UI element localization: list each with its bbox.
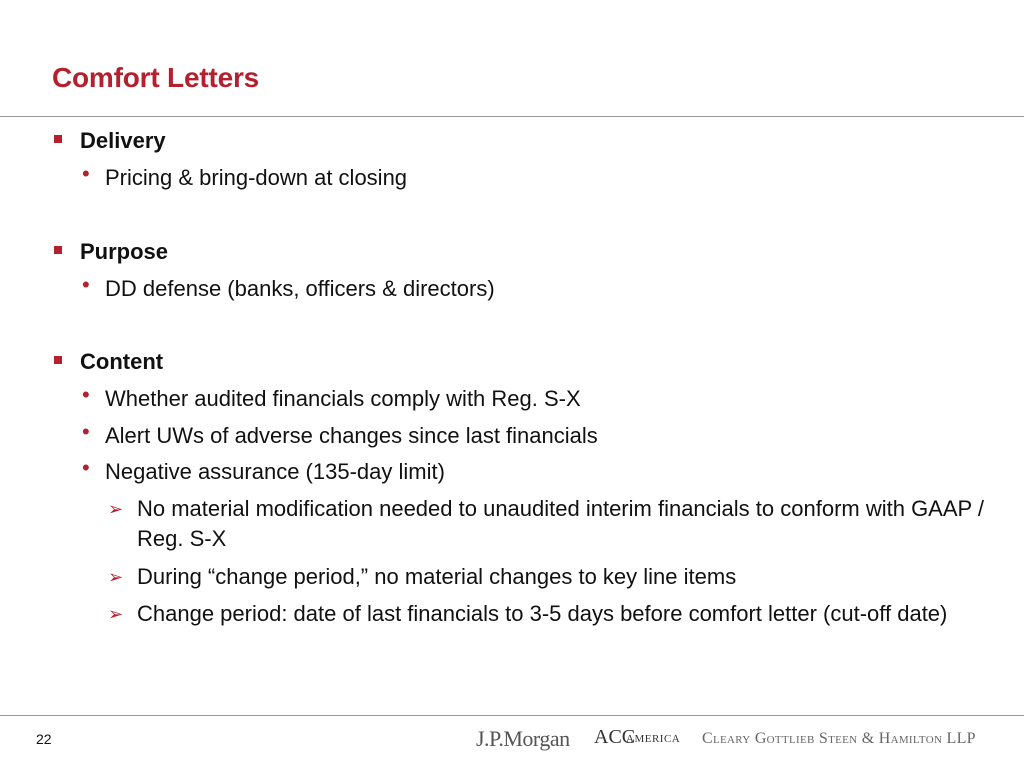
bullet-item-text: Pricing & bring-down at closing: [105, 165, 408, 190]
dot-bullet-icon: •: [82, 455, 90, 480]
bullet-item: [82, 455, 445, 485]
bullet-item-text: Alert UWs of adverse changes since last financials: [105, 423, 598, 448]
slide-title: Comfort Letters: [52, 62, 260, 93]
square-bullet-icon: [54, 135, 62, 143]
acc-logo-mark: ACC: [594, 726, 636, 748]
bullet-item: [82, 419, 598, 449]
jpmorgan-logo: J.P.Morgan: [476, 726, 570, 751]
square-bullet-icon: [54, 246, 62, 254]
sub-bullet-text: During “change period,” no material changes to key line items: [137, 564, 737, 589]
bullet-heading-label: Content: [80, 349, 164, 374]
bullet-heading-label: Delivery: [80, 128, 166, 153]
bullet-item: [82, 161, 408, 191]
bullet-heading-delivery: [80, 128, 166, 154]
dot-bullet-icon: •: [82, 419, 90, 444]
page-number: 22: [36, 731, 52, 747]
cleary-gottlieb-logo: Cleary Gottlieb Steen & Hamilton LLP: [702, 730, 976, 747]
dot-bullet-icon: •: [82, 161, 90, 186]
bullet-item: [82, 272, 495, 302]
bullet-heading-content: [80, 349, 163, 375]
square-bullet-icon: [54, 356, 62, 364]
bullet-heading-purpose: [80, 239, 168, 265]
sub-bullet-text: No material modification needed to unaudited interim financials to conform with GAAP / Reg. S-X: [137, 496, 985, 551]
sub-bullet-text: Change period: date of last financials to 3-5 days before comfort letter (cut-off date): [137, 601, 948, 626]
bullet-item-text: Negative assurance (135-day limit): [105, 459, 445, 484]
bullet-item-text: DD defense (banks, officers & directors): [105, 276, 495, 301]
bullet-item: [82, 382, 581, 412]
dot-bullet-icon: •: [82, 272, 90, 297]
acc-america-logo: [594, 722, 694, 762]
sub-bullet-item: [108, 562, 997, 592]
sub-bullet-item: [108, 599, 997, 629]
arrow-bullet-icon: ➢: [108, 567, 124, 587]
arrow-bullet-icon: ➢: [108, 499, 124, 519]
footer-divider: [0, 715, 1024, 716]
acc-logo-word: AMERICA: [626, 733, 681, 745]
footer-logos: [470, 722, 990, 762]
bullet-item-text: Whether audited financials comply with Reg. S-X: [105, 386, 581, 411]
bullet-heading-label: Purpose: [80, 239, 169, 264]
arrow-bullet-icon: ➢: [108, 604, 124, 624]
header-divider: [0, 116, 1024, 117]
sub-bullet-item: [108, 494, 997, 554]
dot-bullet-icon: •: [82, 382, 90, 407]
